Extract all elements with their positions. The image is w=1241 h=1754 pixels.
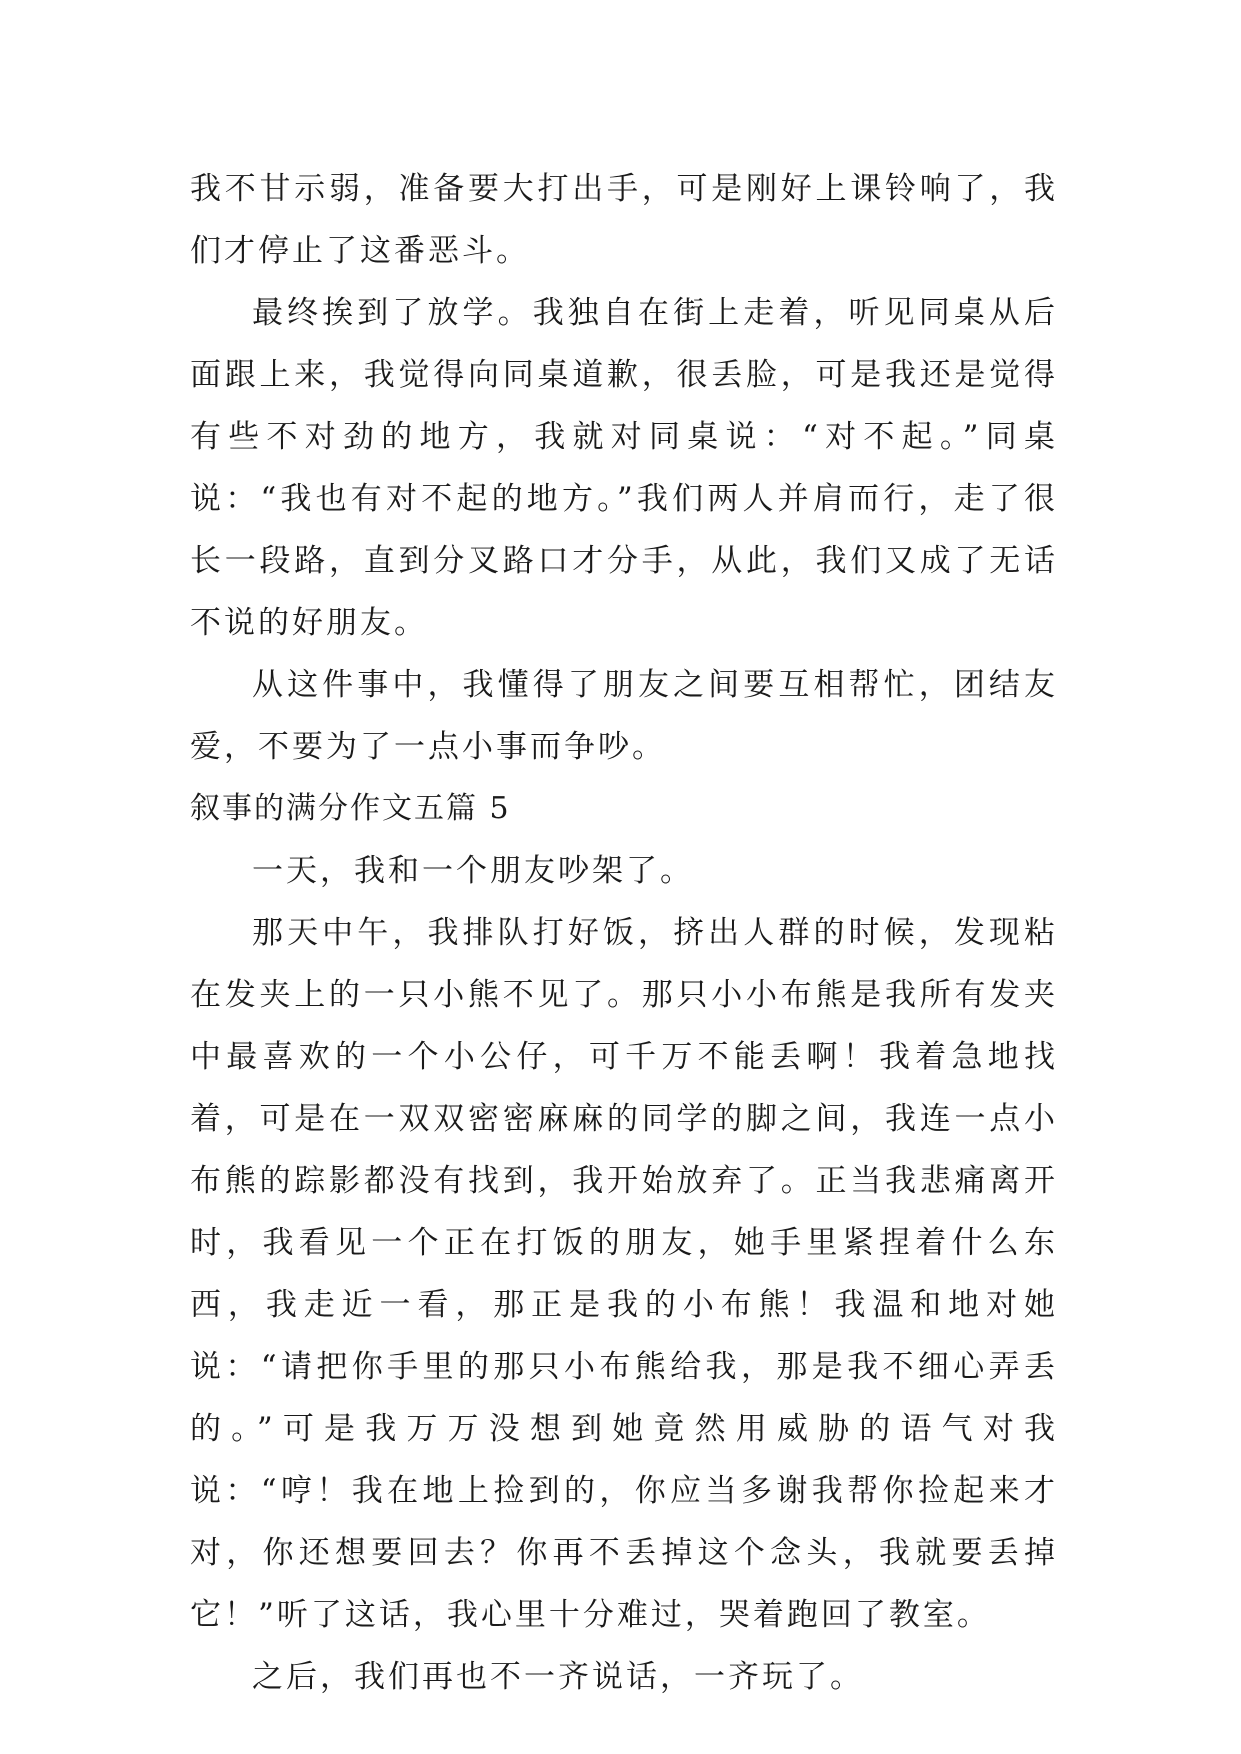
paragraph-quarrel: 一天，我和一个朋友吵架了。 [252, 853, 694, 889]
paragraph-lunch-story: 那天中午，我排队打好饭，挤出人群的时候，发现粘在发夹上的一只小熊不见了。那只小小布熊是我所有发夹中最喜欢的一个小公仔，可千万不能丢啊！我着急地找着，可是在一双双密密麻麻的同学的脚之间，我连一点小布熊的踪影都没有找到，我开始放弃了。正当我悲痛离开时，我看见一个正在打饭的朋友，她手里紧捏着什么东西，我走近一看，那正是我的小布熊！我温和地对她说：“请把你手里的那只小布熊给我，那是我不细心弄丢的。”可是我万万没想到她竟然用威胁的语气对我说：“哼！我在地上捡到的，你应当多谢我帮你捡起来才对，你还想要回去？你再不丢掉这个念头，我就要丢掉它！”听了这话，我心里十分难过，哭着跑回了教室。 [190, 915, 1058, 1633]
document-body [190, 158, 1058, 1708]
paragraph-after-school: 最终挨到了放学。我独自在街上走着，听见同桌从后面跟上来，我觉得向同桌道歉，很丢脸，可是我还是觉得有些不对劲的地方，我就对同桌说：“对不起。”同桌说：“我也有对不起的地方。”我们两人并肩而行，走了很长一段路，直到分叉路口才分手，从此，我们又成了无话不说的好朋友。 [190, 295, 1058, 641]
section-heading: 叙事的满分作文五篇 5 [190, 791, 511, 826]
paragraph-lesson: 从这件事中，我懂得了朋友之间要互相帮忙，团结友爱，不要为了一点小事而争吵。 [190, 667, 1058, 765]
paragraph-continuation: 我不甘示弱，准备要大打出手，可是刚好上课铃响了，我们才停止了这番恶斗。 [190, 171, 1058, 269]
paragraph-aftermath: 之后，我们再也不一齐说话，一齐玩了。 [252, 1659, 864, 1695]
